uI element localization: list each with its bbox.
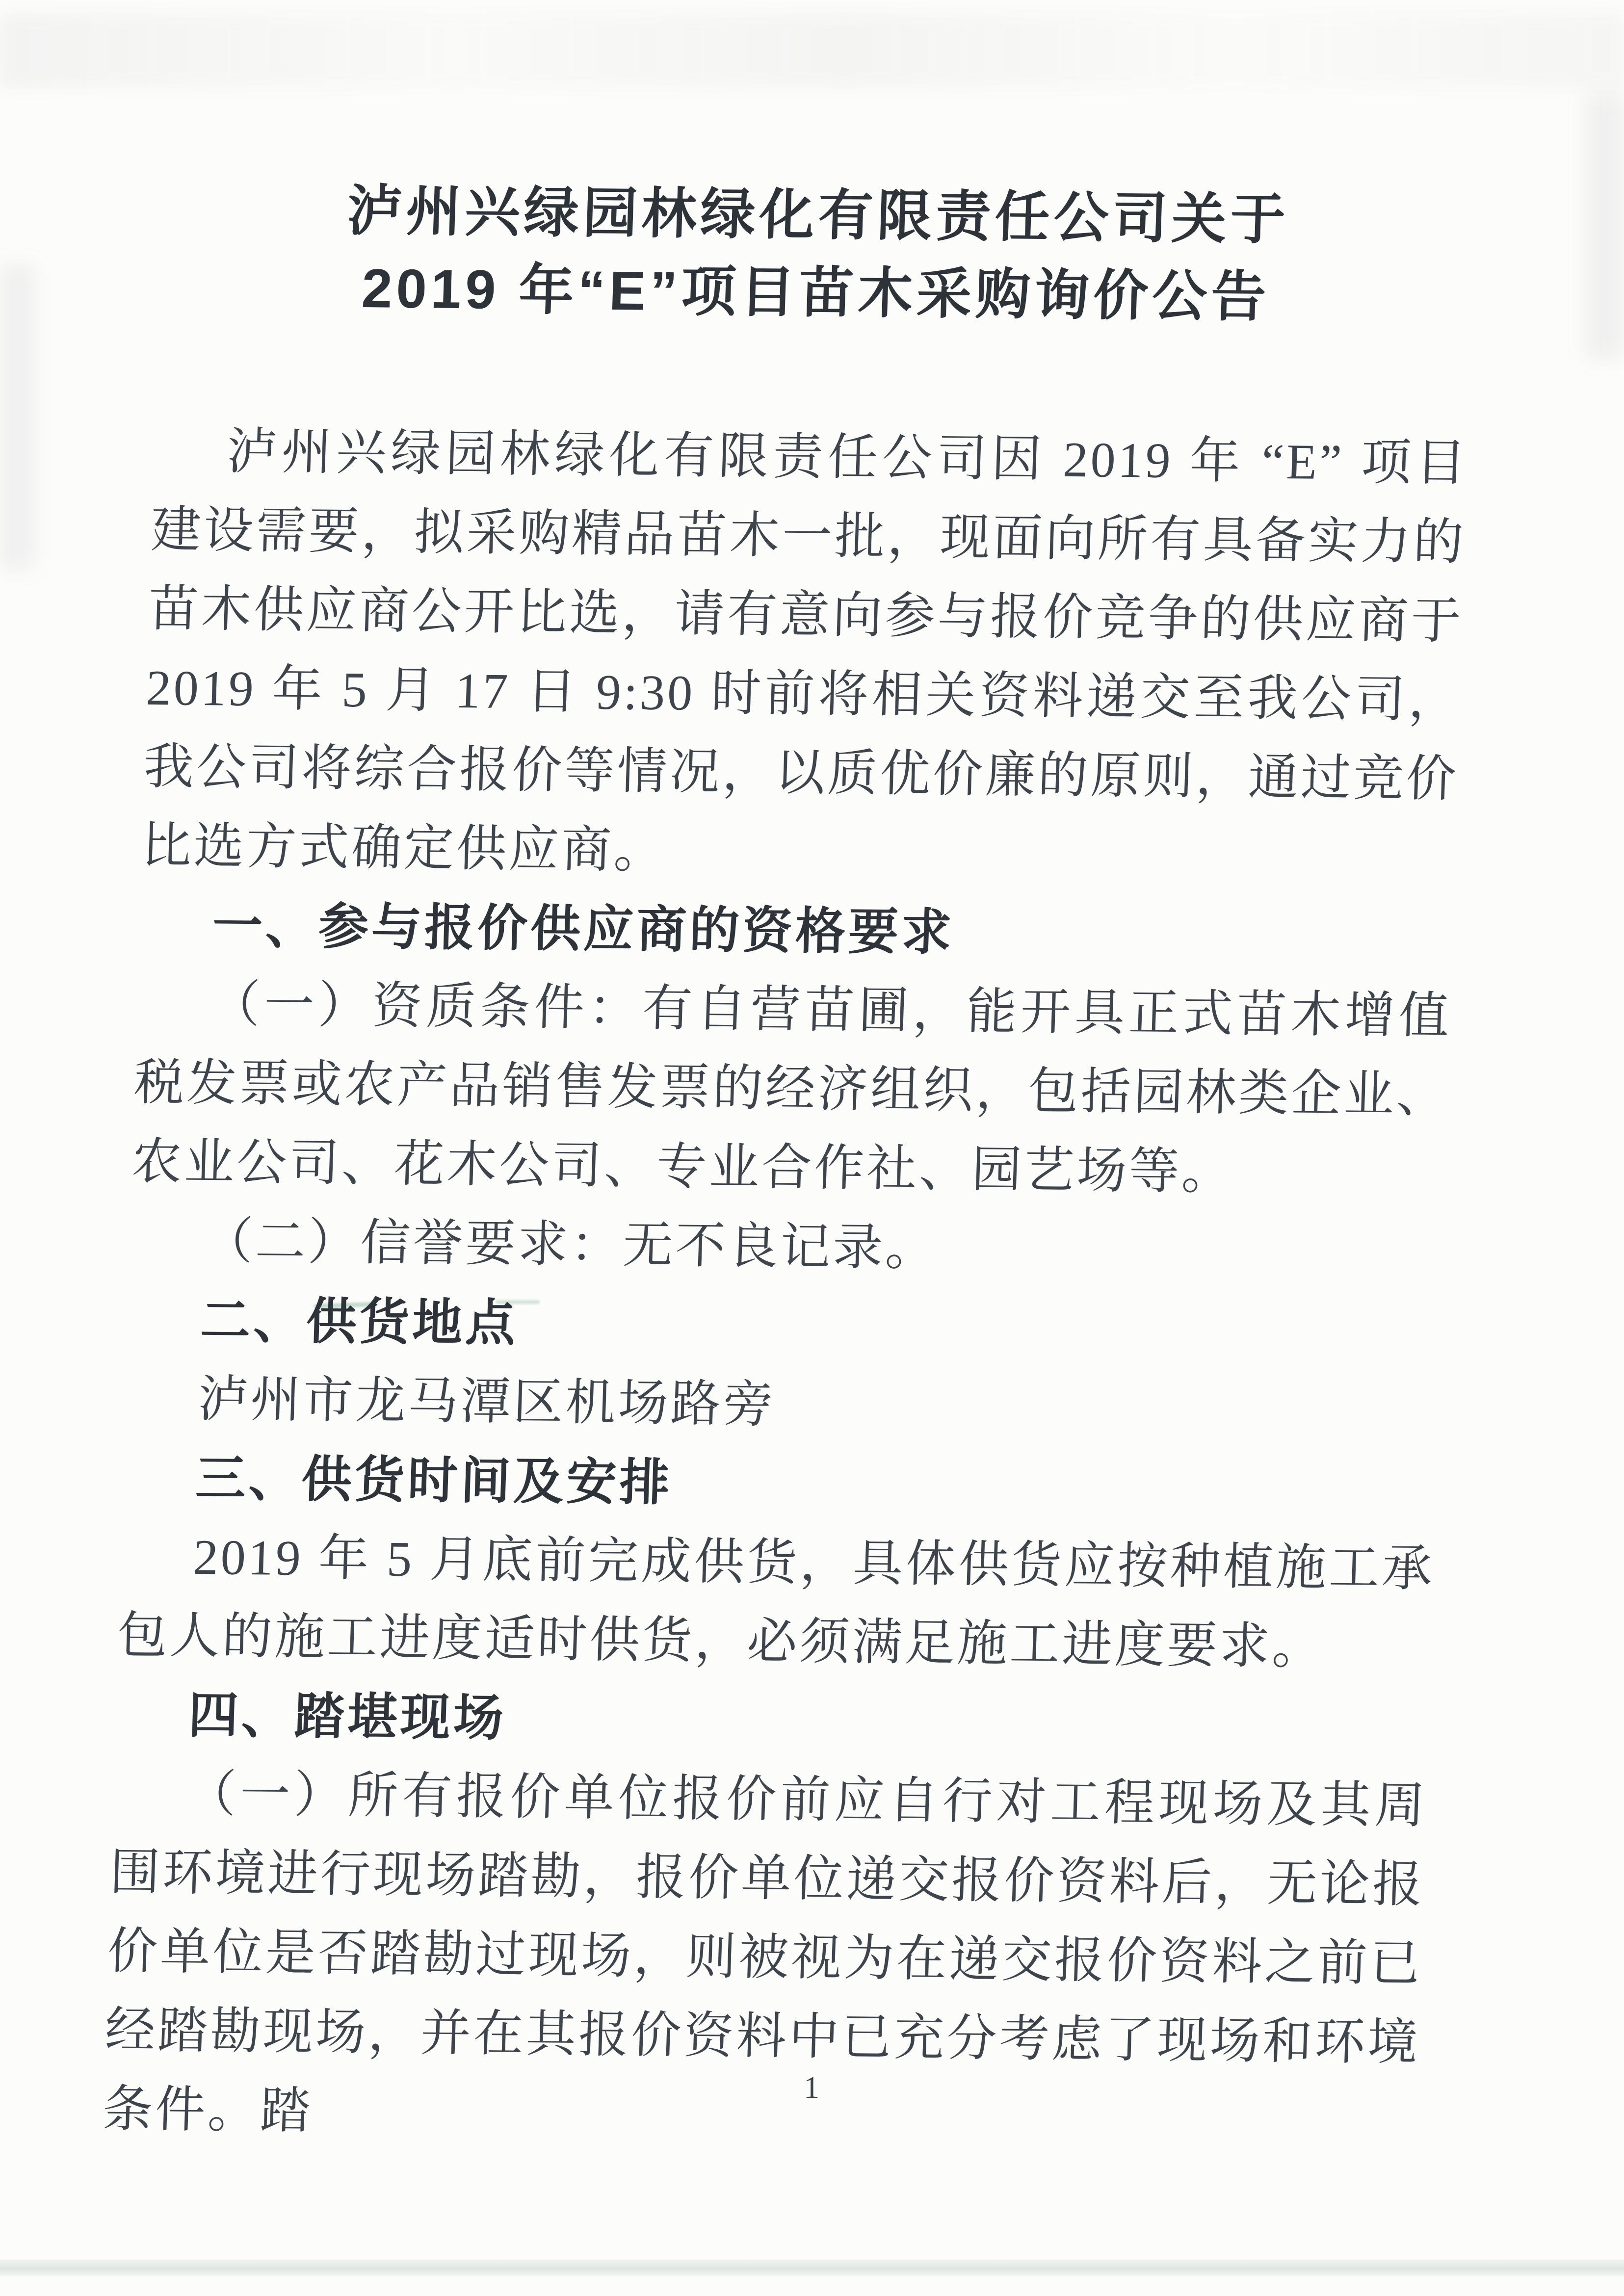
scan-ghost-smudge-top — [0, 14, 1624, 87]
section-heading-2: 二、供货地点 — [199, 1292, 520, 1352]
document-title-line-1: 泸州兴绿园林绿化有限责任公司关于 — [346, 180, 1290, 251]
site-survey-paragraph: （一）所有报价单位报价前应自行对工程现场及其周围环境进行现场踏勘，报价单位递交报价资料后，无论报价单位是否踏勘过现场，则被视为在递交报价资料之前已经踏勘现场，并在其报价资料中已充分考虑了现场和环境条件。踏 — [102, 1766, 1428, 2139]
delivery-location-paragraph: 泸州市龙马潭区机场路旁 — [197, 1371, 777, 1433]
document-body — [102, 412, 1469, 2162]
page-number: 1 — [804, 2070, 820, 2105]
scan-streak-right — [1586, 93, 1624, 358]
document-title-line-2: 2019 年“E”项目苗木采购询价公告 — [361, 258, 1271, 328]
document-page — [102, 170, 1477, 2162]
section-heading-4: 四、踏堪现场 — [187, 1687, 507, 1747]
page-edge-shadow — [0, 2260, 1624, 2276]
credit-requirement-paragraph: （二）信誉要求：无不良记录。 — [202, 1214, 939, 1277]
section-heading-1: 一、参与报价供应商的资格要求 — [211, 897, 955, 961]
section-heading-3: 三、供货时间及安排 — [194, 1450, 674, 1511]
intro-paragraph: 泸州兴绿园林绿化有限责任公司因 2019 年 “E” 项目建设需要，拟采购精品苗木一批，现面向所有具备实力的苗木供应商公开比选，请有意向参与报价竞争的供应商于 2019 年 5 月 17 日 9:30 时前将相关资料递交至我公司，我公司将综合报价等情况，以质优价廉的原则，通过竞价比选方式确定供应商。 — [140, 424, 1469, 879]
delivery-time-paragraph: 2019 年 5 月底前完成供货，具体供货应按种植施工承包人的施工进度适时供货，必须满足施工进度要求。 — [116, 1529, 1436, 1675]
qualification-paragraph: （一）资质条件：有自营苗圃，能开具正式苗木增值税发票或农产品销售发票的经济组织，包括园林类企业、农业公司、花木公司、专业合作社、园艺场等。 — [131, 977, 1452, 1200]
scan-streak-left — [0, 265, 34, 569]
